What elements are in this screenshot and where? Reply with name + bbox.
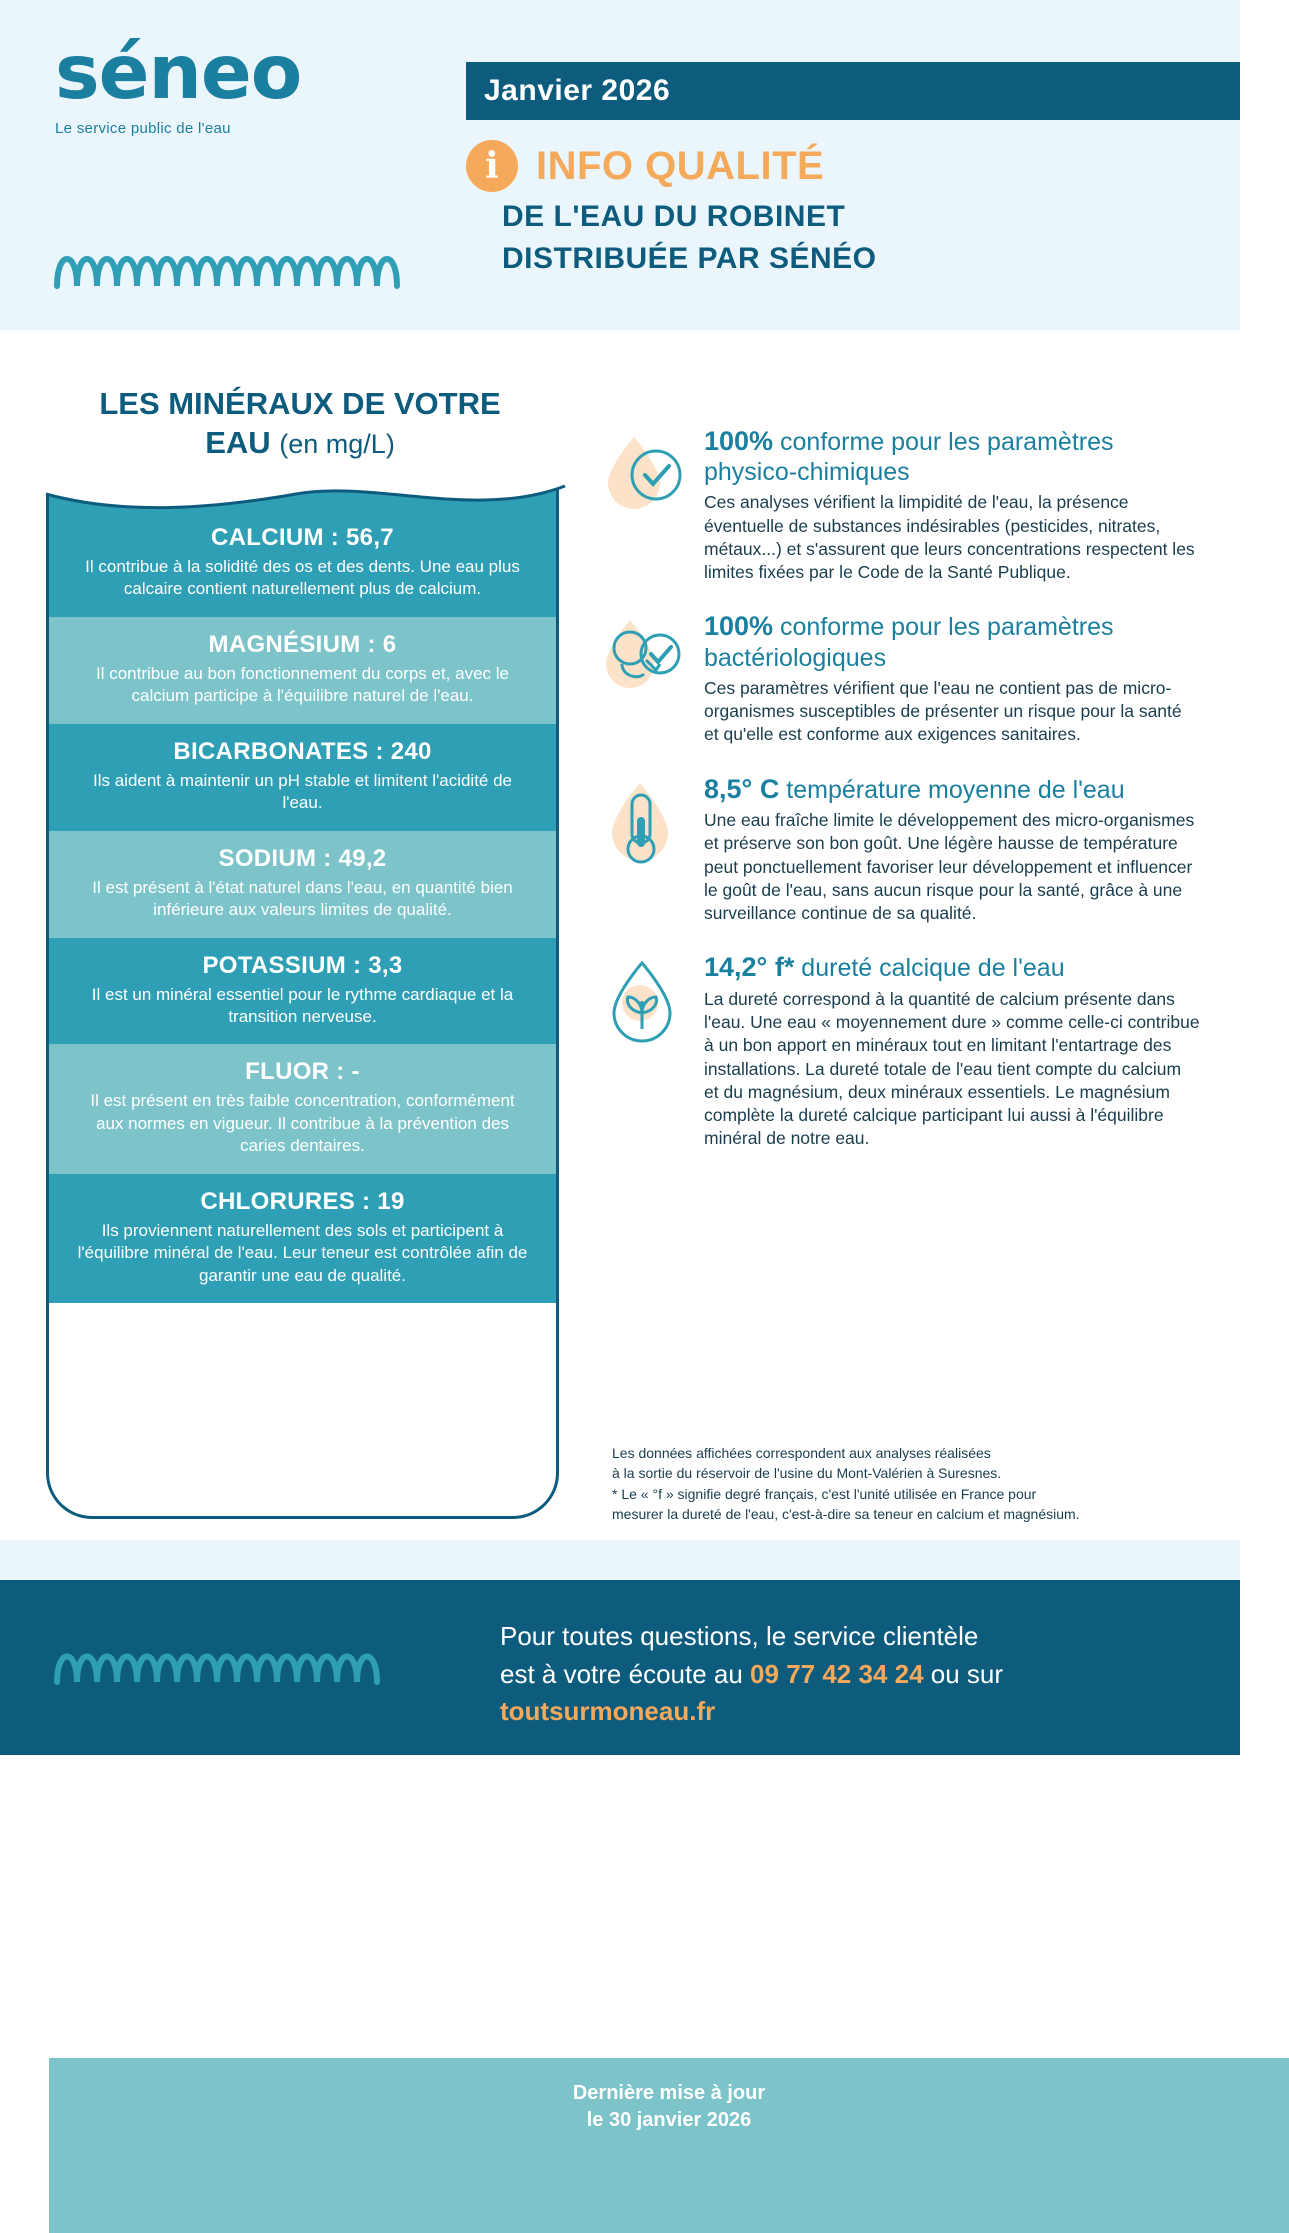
info-subtitle-1: DE L'EAU DU ROBINET bbox=[502, 200, 846, 233]
issue-date: Janvier 2026 bbox=[484, 74, 671, 107]
mineral-desc: Il est présent à l'état naturel dans l'eau, en quantité bien inférieure aux valeurs limites de qualité. bbox=[92, 877, 513, 920]
fact-value: 14,2° f* bbox=[704, 952, 795, 983]
logo-tagline: Le service public de l'eau bbox=[55, 120, 231, 137]
info-title: INFO QUALITÉ bbox=[536, 143, 825, 188]
mineral-label: BICARBONATES : 240 bbox=[173, 737, 432, 765]
mineral-row bbox=[49, 1044, 556, 1173]
website-link[interactable]: toutsurmoneau.fr bbox=[500, 1696, 716, 1727]
last-update bbox=[49, 2058, 1289, 2233]
fact-head-rest: conforme pour les paramètres physico-chimiques bbox=[704, 428, 1114, 487]
mineral-label: FLUOR : - bbox=[245, 1058, 360, 1086]
last-update-label: Dernière mise à jour bbox=[572, 2082, 766, 2104]
footnotes bbox=[612, 1443, 1212, 1524]
footer-contact bbox=[500, 1618, 1003, 1731]
limescale-drop-icon bbox=[600, 951, 700, 1150]
minerals-title-line1: LES MINÉRAUX DE VOTRE bbox=[99, 386, 501, 421]
mineral-row bbox=[49, 831, 556, 938]
mineral-label: SODIUM : 49,2 bbox=[218, 844, 387, 872]
fact-text: Ces paramètres vérifient que l'eau ne contient pas de micro-organismes susceptibles de présenter un risque pour la santé et qu'elle est conforme aux exigences sanitaires. bbox=[704, 677, 1182, 745]
fact-hardness bbox=[600, 951, 1200, 1150]
minerals-title-line2: EAU bbox=[205, 424, 271, 460]
fact-value: 100% bbox=[704, 611, 774, 642]
header bbox=[0, 0, 1240, 330]
mineral-label: MAGNÉSIUM : 6 bbox=[208, 630, 397, 658]
fact-head-rest: dureté calcique de l'eau bbox=[794, 954, 1065, 983]
fact-value: 100% bbox=[704, 426, 774, 456]
logo-wordmark: séneo bbox=[55, 28, 302, 116]
mineral-desc: Ils aident à maintenir un pH stable et limitent l'acidité de l'eau. bbox=[92, 770, 513, 813]
mineral-row bbox=[49, 617, 556, 724]
waves-icon bbox=[55, 240, 415, 293]
mineral-row bbox=[49, 724, 556, 831]
minerals-title bbox=[30, 385, 570, 463]
last-update-date: le 30 janvier 2026 bbox=[586, 2109, 752, 2131]
footnote-line: Les données affichées correspondent aux analyses réalisées bbox=[612, 1445, 991, 1461]
fact-text: La dureté correspond à la quantité de calcium présente dans l'eau. Une eau « moyennement dure » comme celle-ci contribue à un bon apport en minéraux tout en limitant l'entartrage des installations. La dureté totale de l'eau tient compte du calcium et du magnésium, deux minéraux essentiels. Le magnésium complète la dureté calcique participant lui aussi à l'équilibre minéral de notre eau. bbox=[704, 988, 1200, 1149]
phone-number[interactable]: 09 77 42 34 24 bbox=[750, 1658, 924, 1689]
footnote-line: mesurer la dureté de l'eau, c'est-à-dire sa teneur en calcium et magnésium. bbox=[612, 1505, 1080, 1522]
mineral-label: CHLORURES : 19 bbox=[200, 1187, 405, 1215]
fact-head-rest: température moyenne de l'eau bbox=[779, 775, 1125, 804]
info-heading-block bbox=[466, 140, 877, 276]
footer-line-2-pre: est à votre écoute au bbox=[500, 1658, 751, 1689]
footer-line-1: Pour toutes questions, le service clientèle bbox=[500, 1621, 979, 1651]
minerals-title-unit: (en mg/L) bbox=[279, 428, 395, 459]
facts-column bbox=[600, 425, 1200, 1177]
waves-icon bbox=[55, 1638, 405, 1689]
mineral-label: CALCIUM : 56,7 bbox=[211, 524, 394, 551]
fact-physico-chemical bbox=[600, 425, 1200, 584]
info-subtitle-2: DISTRIBUÉE PAR SÉNÉO bbox=[502, 242, 877, 275]
footer bbox=[0, 1580, 1240, 1755]
mineral-desc: Il contribue au bon fonctionnement du corps et, avec le calcium participe à l'équilibre naturel de l'eau. bbox=[96, 663, 509, 706]
fact-bacteriological bbox=[600, 610, 1200, 746]
mineral-row bbox=[49, 1174, 556, 1303]
divider bbox=[0, 1540, 1240, 1580]
mineral-desc: Il est présent en très faible concentration, conformément aux normes en vigueur. Il contribue à la prévention des caries dentaires. bbox=[90, 1091, 515, 1156]
footer-line-2-post: ou sur bbox=[923, 1658, 1004, 1689]
fact-text: Une eau fraîche limite le développement des micro-organismes et préserve son bon goût. Une légère hausse de température peut ponctuellement favoriser leur développement et influencer le goût de l'eau, sans aucun risque pour la santé, grâce à une surveillance continue de sa qualité. bbox=[704, 810, 1195, 924]
footnote-line: * Le « °f » signifie degré français, c'est l'unité utilisée en France pour bbox=[612, 1485, 1037, 1502]
mineral-desc: Il est un minéral essentiel pour le rythme cardiaque et la transition nerveuse. bbox=[91, 984, 514, 1026]
mineral-desc: Il contribue à la solidité des os et des dents. Une eau plus calcaire contient naturellement plus de calcium. bbox=[85, 557, 520, 599]
fact-head-rest: conforme pour les paramètres bactériologiques bbox=[704, 613, 1114, 672]
issue-date-band bbox=[466, 62, 1240, 120]
footnote-line: à la sortie du réservoir de l'usine du Mont-Valérien à Suresnes. bbox=[612, 1465, 1002, 1482]
water-surface-icon bbox=[46, 476, 565, 520]
thermometer-drop-icon bbox=[600, 773, 700, 926]
drop-check-icon bbox=[600, 425, 700, 584]
info-icon: i bbox=[466, 140, 518, 192]
person-drinking-check-icon bbox=[600, 610, 700, 746]
fact-temperature bbox=[600, 773, 1200, 926]
fact-text: Ces analyses vérifient la limpidité de l'eau, la présence éventuelle de substances indésirables (pesticides, nitrates, métaux...) et s'assurent que leurs concentrations respectent les limites fixées par le Code de la Santé Publique. bbox=[704, 492, 1195, 583]
mineral-label: POTASSIUM : 3,3 bbox=[202, 951, 403, 979]
fact-value: 8,5° C bbox=[704, 773, 780, 804]
logo[interactable] bbox=[55, 28, 395, 137]
mineral-desc: Ils proviennent naturellement des sols et participent à l'équilibre minéral de l'eau. Leur teneur est contrôlée afin de garantir une eau de qualité. bbox=[77, 1220, 528, 1285]
mineral-row bbox=[49, 938, 556, 1045]
